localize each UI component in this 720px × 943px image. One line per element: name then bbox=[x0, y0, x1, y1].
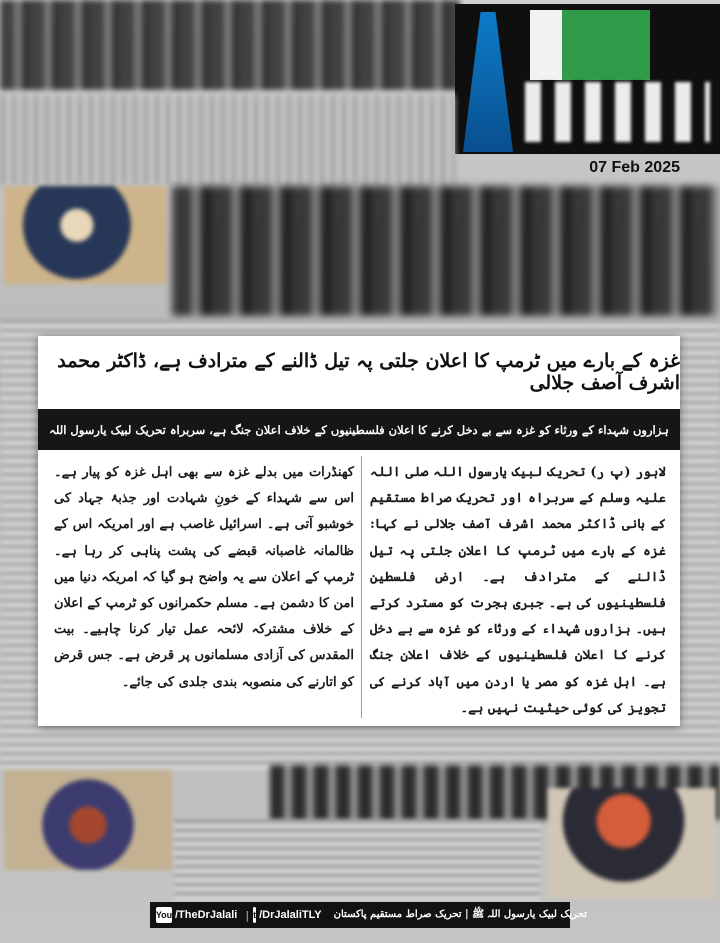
twitter-icon[interactable]: t bbox=[253, 907, 256, 923]
blurred-main-headline bbox=[172, 186, 720, 316]
twitter-handle[interactable]: /DrJalaliTLY bbox=[259, 909, 322, 921]
article-subheadline: ہزاروں شہداء کے ورثاء کو غزہ سے بے دخل کرنے کا اعلان فلسطینیوں کے خلاف اعلان جنگ ہے، سربراہ تحریک لبیک یارسول اللہ bbox=[38, 409, 680, 450]
issue-date: 07 Feb 2025 bbox=[589, 159, 680, 176]
article-column-left: کھنڈرات میں بدلے غزہ سے بھی اہل غزہ کو پیار ہے۔ اس سے شہداء کے خونِ شہادت اور جذبۂ جہاد کی خوشبو آتی ہے۔ اسرائیل غاصب ہے اور امریکہ اس کے ظالمانہ غاصبانہ قبضے کی پشت پناہی کر رہا ہے۔ ٹرمپ کے اعلان سے یہ واضح ہو گیا کہ امریکہ دنیا میں امن کا دشمن ہے۔ مسلم حکمرانوں کو ٹرمپ کے اعلان کے خلاف مشترکہ لائحہ عمل تیار کرنا چاہیے۔ بیت المقدس کی آزادی مسلمانوں پر قرض ہے۔ جس قرض کو اتارنے کی منصوبہ بندی جلدی کی جائے۔ bbox=[54, 465, 354, 690]
footer-separator: | bbox=[245, 908, 250, 922]
youtube-icon[interactable]: You bbox=[156, 907, 172, 923]
blurred-photo-official bbox=[548, 788, 716, 898]
blurred-bottom-text bbox=[175, 820, 540, 900]
blurred-news-row bbox=[0, 95, 455, 185]
pakistan-flag-icon bbox=[530, 10, 650, 80]
minar-logo-icon bbox=[463, 12, 513, 152]
youtube-handle[interactable]: /TheDrJalali bbox=[175, 909, 238, 921]
blurred-photo-assembly bbox=[4, 770, 172, 870]
blurred-top-headline bbox=[0, 0, 460, 90]
article-headline: غزہ کے بارے میں ٹرمپ کا اعلان جلتی پہ تیل ڈالنے کے مترادف ہے، ڈاکٹر محمد اشرف آصف جلالی bbox=[57, 350, 680, 394]
column-divider bbox=[361, 456, 362, 718]
newspaper-masthead-logo bbox=[455, 4, 720, 154]
social-footer-bar bbox=[150, 902, 587, 928]
organization-text: تحریک لبیک یارسول اللہ ﷺ | تحریک صراط مستقیم پاکستان bbox=[333, 909, 587, 920]
blurred-photo-speaker bbox=[4, 186, 166, 284]
masthead-wordmark bbox=[525, 82, 710, 142]
article-clipping bbox=[38, 336, 680, 726]
article-column-right: لاہور (پ ر) تحریک لبیک یارسول اللہ صلی اللہ علیہ وسلم کے سربراہ اور تحریک صراط مستقیم کے بانی ڈاکٹر محمد اشرف آصف جلالی نے کہا: غزہ کے بارے میں ٹرمپ کا اعلان جلتی پہ تیل ڈالنے کے مترادف ہے۔ ارض فلسطین فلسطینیوں کی ہے۔ جبری ہجرت کو مسترد کرتے ہیں۔ ہزاروں شہداء کے ورثاء کو غزہ سے بے دخل کرنے کا اعلان فلسطینیوں کے خلاف اعلان جنگ ہے۔ اہل غزہ کو مصر یا اردن میں آباد کرنے کی تجویز کی کوئی حیثیت نہیں ہے۔ bbox=[370, 465, 666, 716]
